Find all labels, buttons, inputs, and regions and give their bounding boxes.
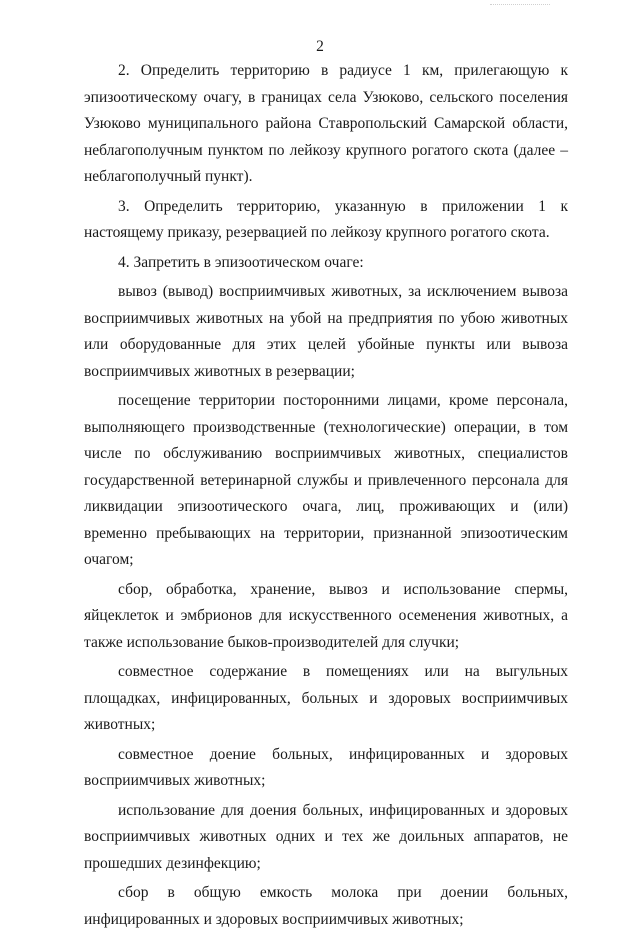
prohibition-export: вывоз (вывод) восприимчивых животных, за исключением вывоза восприимчивых животных на убой на предприятия по убою животных или оборудованные для этих целей убойные пункты или вывоза восприимчивых животных в резервации; <box>84 283 568 380</box>
paragraph-item-2: 2. Определить территорию в радиусе 1 км, прилегающую к эпизоотическому очагу, в границах села Узюково, сельского поселения Узюково муниципального района Ставропольский Самарской области, неблагополучным пунктом по лейкозу крупного рогатого скота (далее – неблагополучный пункт). <box>84 62 568 185</box>
prohibition-joint-milking: совместное доение больных, инфицированных и здоровых восприимчивых животных; <box>84 745 568 789</box>
prohibition-common-milk-container: сбор в общую емкость молока при доении больных, инфицированных и здоровых восприимчивых животных; <box>84 884 568 928</box>
prohibition-joint-keeping: совместное содержание в помещениях или на выгульных площадках, инфицированных, больных и здоровых восприимчивых животных; <box>84 663 568 733</box>
page-number: 2 <box>316 38 324 55</box>
paragraph-item-4: 4. Запретить в эпизоотическом очаге: <box>118 253 364 271</box>
scan-edge-mark <box>490 0 550 5</box>
paragraph-item-3: 3. Определить территорию, указанную в приложении 1 к настоящему приказу, резервацией по лейкозу крупного рогатого скота. <box>84 197 568 241</box>
prohibition-shared-milking-machines: использование для доения больных, инфицированных и здоровых восприимчивых животных одних и тех же доильных аппаратов, не прошедших дезинфекцию; <box>84 801 568 872</box>
prohibition-semen-collection: сбор, обработка, хранение, вывоз и использование спермы, яйцеклеток и эмбрионов для искусственного осеменения животных, а также использование быков-производителей для случки; <box>84 580 568 651</box>
prohibition-visiting: посещение территории посторонними лицами, кроме персонала, выполняющего производственные (технологические) операции, в том числе по обслуживанию восприимчивых животных, специалистов государственной ветеринарной службы и привлеченного персонала для ликвидации эпизоотического очага, лиц, проживающих и (или) временно пребывающих на территории, признанной эпизоотическим очагом; <box>84 392 568 568</box>
document-body <box>84 58 568 933</box>
